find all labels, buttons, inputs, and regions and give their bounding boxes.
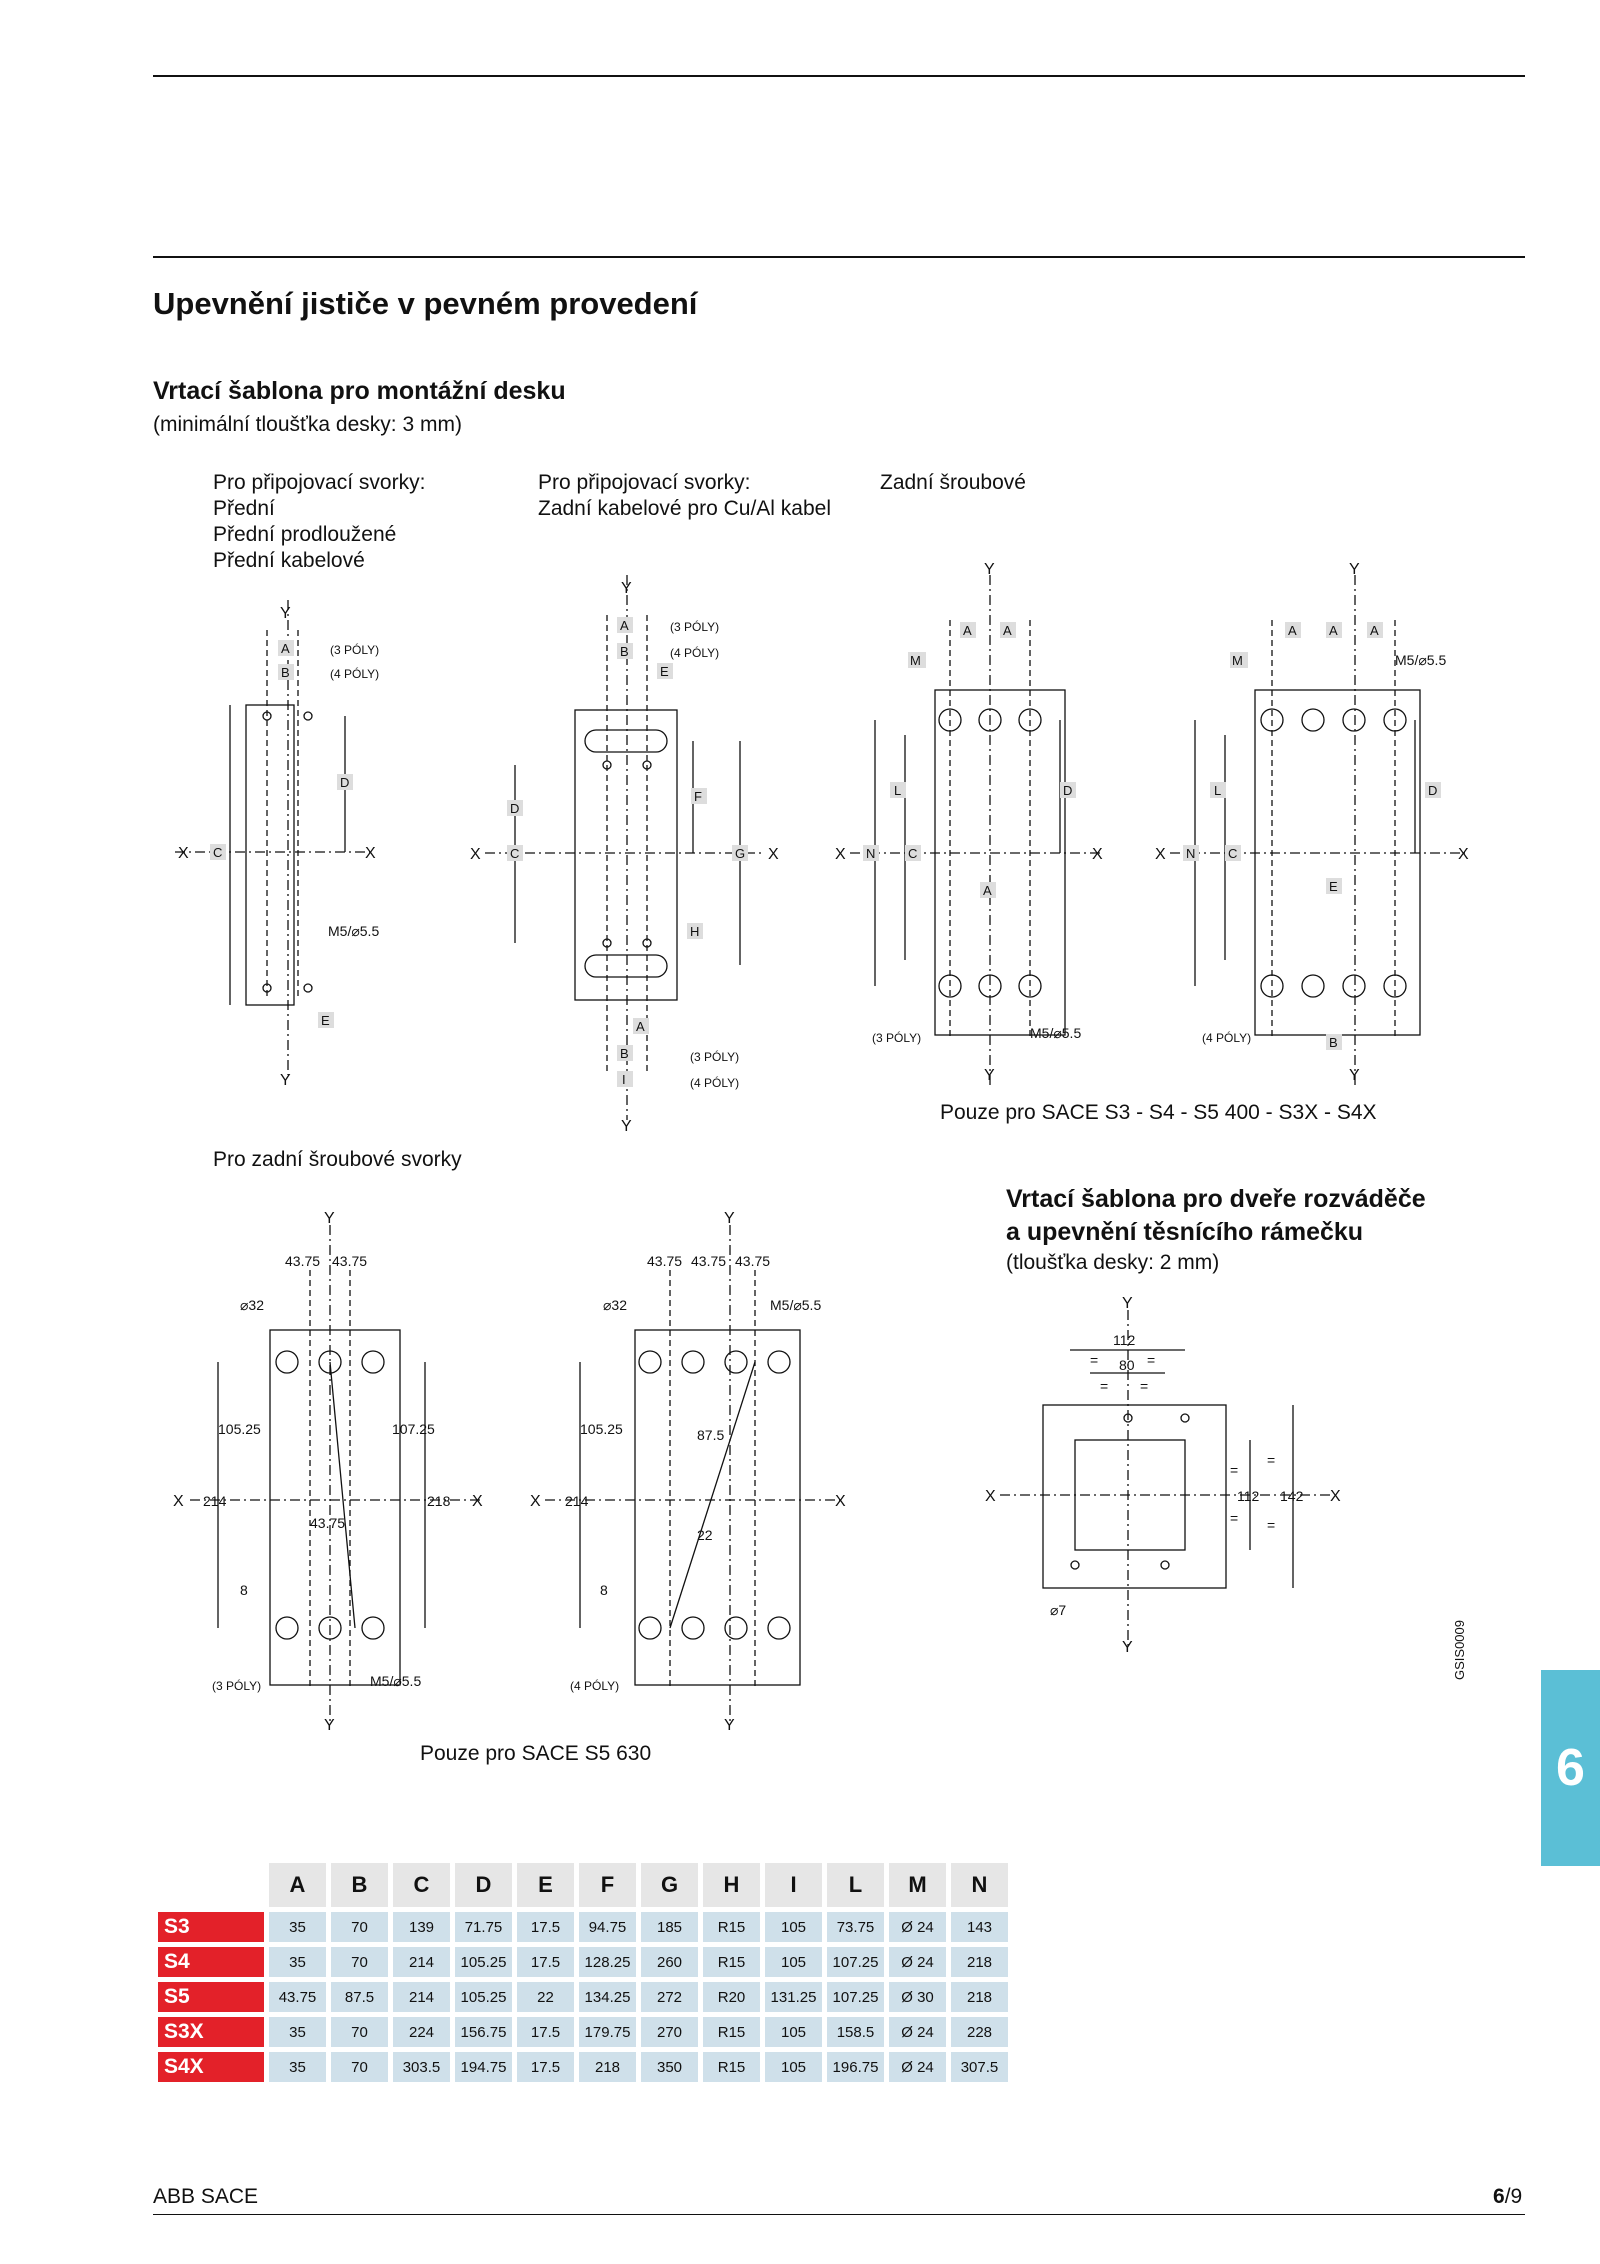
door-note: (tloušťka desky: 2 mm) [1006, 1251, 1220, 1274]
axis-x-label-left: X [530, 1493, 541, 1510]
screw-label: M5/⌀5.5 [770, 1297, 822, 1313]
table-cell: 272 [641, 1982, 698, 2012]
table-cell: 185 [641, 1912, 698, 1942]
drilling-diagram-rear-screw-3p [830, 560, 1120, 1100]
table-cell: 17.5 [517, 1947, 574, 1977]
caption-rear-cable-terminals: Pro připojovací svorky: Zadní kabelové pro Cu/Al kabel [538, 471, 832, 520]
section-rule [153, 256, 1525, 258]
dim-142: 142 [1280, 1488, 1304, 1504]
dim-c: C [213, 845, 223, 860]
table-cell: 105 [765, 2017, 822, 2047]
table-cell: Ø 24 [889, 2052, 946, 2082]
col-header: H [703, 1863, 760, 1907]
table-cell: Ø 30 [889, 1982, 946, 2012]
section-tab: 6 [1541, 1670, 1600, 1866]
note-3-poles: (3 PÓLY) [330, 643, 380, 657]
col-header: B [331, 1863, 388, 1907]
dim-d: D [340, 775, 350, 790]
dim-b: B [281, 665, 290, 680]
table-row [158, 2017, 1008, 2047]
table-cell: 71.75 [455, 1912, 512, 1942]
dim-a-2: A [1329, 623, 1338, 638]
drilling-diagram-door [975, 1295, 1355, 1665]
dim-112-top: 112 [1113, 1332, 1136, 1348]
table-cell: 87.5 [331, 1982, 388, 2012]
axis-y-label: Y [621, 580, 632, 597]
dim-107-25: 107.25 [392, 1421, 435, 1437]
screw-label: M5/⌀5.5 [328, 923, 380, 939]
table-cell: 107.25 [827, 1982, 884, 2012]
col-header: N [951, 1863, 1008, 1907]
dim-c: C [908, 846, 918, 861]
table-row [158, 2052, 1008, 2082]
dim-43-75-c: 43.75 [310, 1515, 346, 1531]
table-cell: 35 [269, 1912, 326, 1942]
note-3-poles-bottom: (3 PÓLY) [690, 1050, 740, 1064]
dim-214: 214 [565, 1493, 589, 1509]
table-row [158, 1947, 1008, 1977]
door-heading-line1: Vrtací šablona pro dveře rozváděče [1006, 1185, 1426, 1213]
table-cell: 94.75 [579, 1912, 636, 1942]
eq-mark-6: = [1267, 1452, 1276, 1468]
note-4-poles: (4 PÓLY) [330, 667, 380, 681]
axis-y-label-bottom: Y [984, 1067, 995, 1084]
dim-c: C [1228, 846, 1238, 861]
table-cell: R20 [703, 1982, 760, 2012]
rear-screw-heading: Pro zadní šroubové svorky [213, 1148, 462, 1171]
table-cell: 35 [269, 2052, 326, 2082]
footer-brand: ABB SACE [153, 2185, 259, 2208]
table-cell: 105 [765, 1912, 822, 1942]
figure-code: GSIS0009 [1452, 1620, 1467, 1680]
table-cell: 17.5 [517, 1912, 574, 1942]
table-cell: 73.75 [827, 1912, 884, 1942]
table-cell: 105.25 [455, 1982, 512, 2012]
dim-c: C [510, 846, 520, 861]
caption-rear-screw-models: Pouze pro SACE S3 - S4 - S5 400 - S3X - S4X [940, 1101, 1377, 1124]
table-header-row [158, 1863, 1008, 1907]
axis-x-label-left: X [178, 845, 189, 862]
dim-d: D [510, 801, 520, 816]
dim-218: 218 [427, 1493, 451, 1509]
table-cell: 105.25 [455, 1947, 512, 1977]
drilling-diagram-s5-4p [525, 1210, 855, 1740]
table-cell: 139 [393, 1912, 450, 1942]
dim-e: E [1329, 879, 1338, 894]
screw-label: M5/⌀5.5 [1395, 652, 1447, 668]
eq-mark-8: = [1267, 1517, 1276, 1533]
table-cell: R15 [703, 1947, 760, 1977]
dim-n: N [866, 846, 876, 861]
dim-m: M [910, 653, 921, 668]
dim-43-75-b: 43.75 [691, 1253, 727, 1269]
note-4-poles: (4 PÓLY) [570, 1679, 620, 1693]
col-header: L [827, 1863, 884, 1907]
top-rule [153, 75, 1525, 77]
eq-mark-7: = [1230, 1510, 1239, 1526]
dim-d: D [1063, 783, 1073, 798]
table-cell: 35 [269, 1947, 326, 1977]
table-cell: 43.75 [269, 1982, 326, 2012]
table-cell: 158.5 [827, 2017, 884, 2047]
dim-e: E [660, 664, 669, 679]
dim-e: E [321, 1013, 330, 1028]
dim-b-bottom: B [620, 1046, 629, 1061]
dim-d: D [1428, 783, 1438, 798]
axis-y-label-bottom: Y [1349, 1067, 1360, 1084]
table-cell: 35 [269, 2017, 326, 2047]
table-cell: R15 [703, 2017, 760, 2047]
table-cell: R15 [703, 1912, 760, 1942]
eq-mark-5: = [1230, 1462, 1239, 1478]
caption-rear-screw: Zadní šroubové [880, 471, 1026, 494]
table-cell: 196.75 [827, 2052, 884, 2082]
page-title: Upevnění jističe v pevném provedení [153, 286, 698, 321]
eq-mark-3: = [1100, 1378, 1109, 1394]
table-cell: Ø 24 [889, 1947, 946, 1977]
drilling-diagram-rear-cable [465, 575, 795, 1135]
table-cell: 224 [393, 2017, 450, 2047]
door-heading-line2: a upevnění těsnícího rámečku [1006, 1218, 1364, 1246]
axis-x-label-left: X [985, 1488, 996, 1505]
note-3-poles: (3 PÓLY) [670, 620, 720, 634]
axis-y-label-bottom: Y [724, 1717, 735, 1734]
dim-a: A [1288, 623, 1297, 638]
note-4-poles-bottom: (4 PÓLY) [690, 1076, 740, 1090]
note-3-poles: (3 PÓLY) [212, 1679, 262, 1693]
axis-y-label-bottom: Y [280, 1072, 291, 1089]
table-cell: 214 [393, 1947, 450, 1977]
table-row [158, 1982, 1008, 2012]
axis-y-label-bottom: Y [1122, 1639, 1133, 1656]
table-cell: 218 [579, 2052, 636, 2082]
dim-diameter-32: ⌀32 [240, 1297, 265, 1313]
dim-a-bottom: A [636, 1019, 645, 1034]
dim-a: A [281, 641, 290, 656]
table-cell: 70 [331, 1947, 388, 1977]
dim-43-75-c: 43.75 [735, 1253, 771, 1269]
dim-105-25: 105.25 [580, 1421, 623, 1437]
note-4-poles: (4 PÓLY) [1202, 1031, 1252, 1045]
axis-x-label-right: X [1330, 1488, 1341, 1505]
col-header: M [889, 1863, 946, 1907]
caption-front-terminals: Pro připojovací svorky: Přední Přední prodloužené Přední kabelové [213, 471, 426, 572]
footer-rule [153, 2214, 1525, 2215]
dim-b: B [1329, 1035, 1338, 1050]
table-cell: 70 [331, 2052, 388, 2082]
dim-8: 8 [600, 1582, 608, 1598]
dim-b: B [620, 644, 629, 659]
table-cell: 143 [951, 1912, 1008, 1942]
row-header: S5 [158, 1982, 264, 2012]
axis-y-label: Y [1349, 561, 1360, 578]
table-cell: 218 [951, 1947, 1008, 1977]
dim-43-75-b: 43.75 [332, 1253, 368, 1269]
axis-y-label: Y [724, 1210, 735, 1227]
axis-x-label-left: X [470, 846, 481, 863]
dim-8: 8 [240, 1582, 248, 1598]
dim-22: 22 [697, 1527, 713, 1543]
dim-a-center: A [983, 883, 992, 898]
dim-a: A [963, 623, 972, 638]
axis-y-label: Y [1122, 1295, 1133, 1312]
table-cell: 228 [951, 2017, 1008, 2047]
dim-87-5: 87.5 [697, 1427, 725, 1443]
row-header: S4 [158, 1947, 264, 1977]
dim-i: I [622, 1072, 626, 1087]
axis-x-label-right: X [472, 1493, 483, 1510]
dim-n: N [1186, 846, 1196, 861]
table-cell: Ø 24 [889, 1912, 946, 1942]
axis-y-label-bottom: Y [324, 1717, 335, 1734]
axis-x-label-left: X [173, 1493, 184, 1510]
dim-43-75-a: 43.75 [285, 1253, 321, 1269]
row-header: S3 [158, 1912, 264, 1942]
note-3-poles: (3 PÓLY) [872, 1031, 922, 1045]
dim-a: A [620, 618, 629, 633]
table-cell: 303.5 [393, 2052, 450, 2082]
mounting-note: (minimální tloušťka desky: 3 mm) [153, 413, 462, 436]
eq-mark-2: = [1147, 1352, 1156, 1368]
dim-a-3: A [1370, 623, 1379, 638]
drilling-diagram-rear-screw-4p [1150, 560, 1480, 1100]
axis-x-label-right: X [768, 846, 779, 863]
table-cell: 270 [641, 2017, 698, 2047]
axis-y-label: Y [324, 1210, 335, 1227]
dim-l: L [1214, 783, 1222, 798]
table-cell: 107.25 [827, 1947, 884, 1977]
table-cell: 70 [331, 1912, 388, 1942]
dimension-table [153, 1858, 1013, 2087]
table-corner [158, 1863, 264, 1907]
table-cell: Ø 24 [889, 2017, 946, 2047]
table-cell: 260 [641, 1947, 698, 1977]
table-cell: 134.25 [579, 1982, 636, 2012]
table-cell: R15 [703, 2052, 760, 2082]
table-cell: 218 [951, 1982, 1008, 2012]
screw-label: M5/⌀5.5 [370, 1673, 422, 1689]
table-cell: 350 [641, 2052, 698, 2082]
eq-mark-4: = [1140, 1378, 1149, 1394]
table-cell: 214 [393, 1982, 450, 2012]
screw-label: M5/⌀5.5 [1030, 1025, 1082, 1041]
dim-80: 80 [1119, 1357, 1135, 1373]
dim-112-side: 112 [1237, 1488, 1260, 1504]
table-cell: 17.5 [517, 2052, 574, 2082]
dim-105-25: 105.25 [218, 1421, 261, 1437]
table-cell: 70 [331, 2017, 388, 2047]
dim-g: G [735, 846, 746, 861]
dim-m: M [1232, 653, 1243, 668]
table-cell: 128.25 [579, 1947, 636, 1977]
row-header: S3X [158, 2017, 264, 2047]
axis-x-label-left: X [1155, 846, 1166, 863]
col-header: E [517, 1863, 574, 1907]
col-header: G [641, 1863, 698, 1907]
table-cell: 179.75 [579, 2017, 636, 2047]
axis-y-label: Y [280, 605, 291, 622]
col-header: I [765, 1863, 822, 1907]
axis-y-label-bottom: Y [621, 1118, 632, 1135]
axis-x-label-left: X [835, 846, 846, 863]
col-header: F [579, 1863, 636, 1907]
dim-h: H [690, 924, 700, 939]
axis-y-label: Y [984, 561, 995, 578]
table-cell: 194.75 [455, 2052, 512, 2082]
axis-x-label-right: X [1092, 846, 1103, 863]
dim-l: L [894, 783, 902, 798]
axis-x-label-right: X [365, 845, 376, 862]
dim-a-2: A [1003, 623, 1012, 638]
drilling-diagram-front [170, 600, 390, 1090]
caption-s5-630: Pouze pro SACE S5 630 [420, 1742, 652, 1765]
table-cell: 105 [765, 2052, 822, 2082]
table-cell: 131.25 [765, 1982, 822, 2012]
table-cell: 307.5 [951, 2052, 1008, 2082]
note-4-poles: (4 PÓLY) [670, 646, 720, 660]
dim-f: F [694, 789, 702, 804]
table-cell: 105 [765, 1947, 822, 1977]
footer-page-number: 6/9 [1493, 2185, 1523, 2208]
axis-x-label-right: X [835, 1493, 846, 1510]
table-row [158, 1912, 1008, 1942]
row-header: S4X [158, 2052, 264, 2082]
eq-mark-1: = [1090, 1352, 1099, 1368]
col-header: C [393, 1863, 450, 1907]
table-cell: 22 [517, 1982, 574, 2012]
table-cell: 17.5 [517, 2017, 574, 2047]
dim-214: 214 [203, 1493, 227, 1509]
mounting-heading: Vrtací šablona pro montážní desku [153, 377, 566, 405]
col-header: D [455, 1863, 512, 1907]
dim-diameter-7: ⌀7 [1050, 1602, 1067, 1618]
dim-diameter-32: ⌀32 [603, 1297, 628, 1313]
drilling-diagram-s5-3p [170, 1210, 500, 1740]
dim-43-75-a: 43.75 [647, 1253, 683, 1269]
axis-x-label-right: X [1458, 846, 1469, 863]
table-cell: 156.75 [455, 2017, 512, 2047]
col-header: A [269, 1863, 326, 1907]
